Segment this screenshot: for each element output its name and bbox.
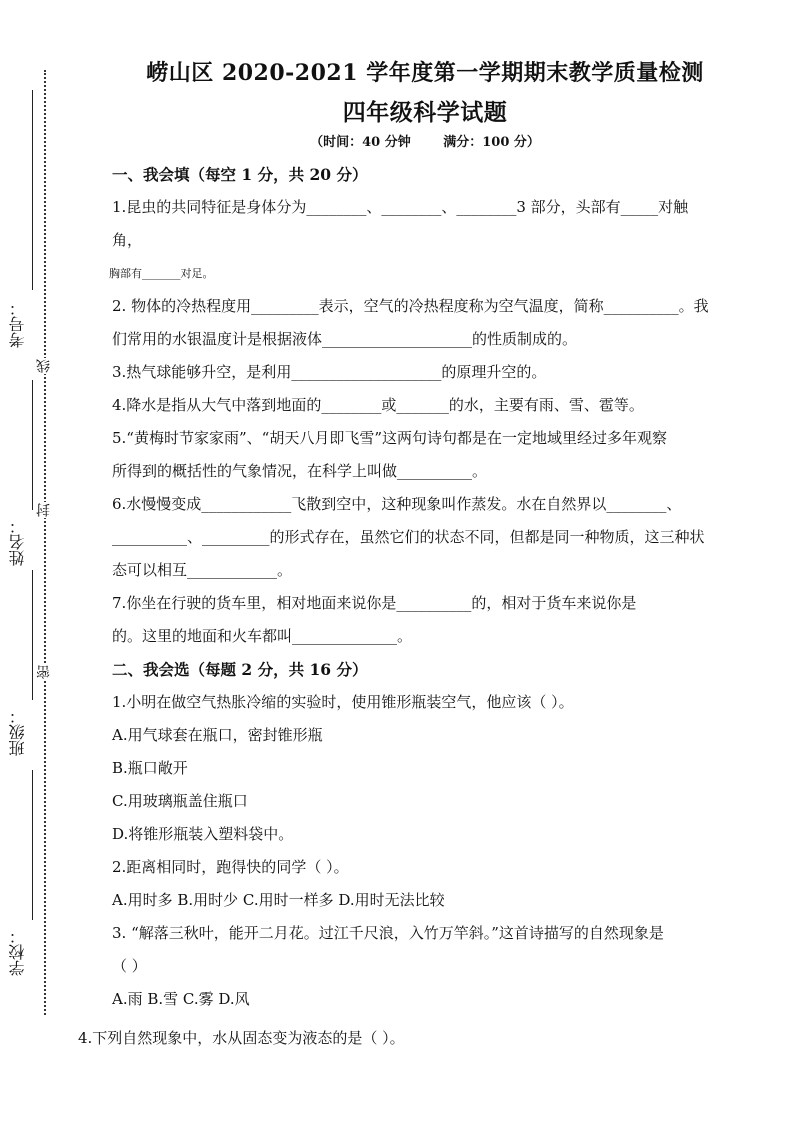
question-line: __________、_________的形式存在，虽然它们的状态不同，但都是同一种物质，这三种状	[112, 528, 705, 546]
option-line: A.用气球套在瓶口，密封锥形瓶	[112, 726, 323, 744]
exam-subtitle: 四年级科学试题	[342, 99, 508, 126]
school-label: 学校：	[8, 928, 27, 976]
seal-mark-secret: 密	[36, 665, 52, 679]
school-field[interactable]	[32, 770, 33, 920]
question-line: 态可以相互____________。	[112, 561, 293, 579]
class-label: 班级：	[8, 708, 27, 756]
question-line: 2.距离相同时，跑得快的同学（ ）。	[112, 858, 349, 876]
question-line: 胸部有_______对足。	[109, 267, 214, 280]
name-field[interactable]	[32, 380, 33, 510]
option-line: B.瓶口敞开	[112, 759, 188, 777]
question-line: 2. 物体的冷热程度用_________表示，空气的冷热程度称为空气温度，简称__________。我	[112, 297, 709, 315]
question-line: 6.水慢慢变成____________飞散到空中，这种现象叫作蒸发。水在自然界以________、	[112, 495, 682, 513]
time-limit: （时间：40 分钟	[310, 135, 411, 150]
question-line: 所得到的概括性的气象情况，在科学上叫做__________。	[112, 462, 488, 480]
option-line: D.将锥形瓶装入塑料袋中。	[112, 825, 294, 843]
binding-margin	[0, 0, 60, 1123]
exam-content	[109, 158, 742, 1016]
dotted-cut-line	[44, 70, 46, 1015]
option-line: A.雨 B.雪 C.雾 D.风	[112, 990, 250, 1008]
question-line: 4.下列自然现象中，水从固态变为液态的是（ ）。	[78, 1029, 405, 1047]
seal-mark-seal: 封	[36, 503, 52, 517]
answer-bracket: （ ）	[112, 957, 147, 975]
section1-heading: 一、我会填（每空 1 分，共 20 分）	[112, 165, 368, 184]
option-line: A.用时多 B.用时少 C.用时一样多 D.用时无法比较	[112, 891, 445, 909]
question-line: 的。这里的地面和火车都叫______________。	[112, 627, 413, 645]
exam-number-field[interactable]	[32, 90, 33, 290]
question-line: 3. “解落三秋叶，能开二月花。过江千尺浪，入竹万竿斜。”这首诗描写的自然现象是	[112, 924, 664, 942]
section2-heading: 二、我会选（每题 2 分，共 16 分）	[112, 660, 368, 679]
question-line: 1.小明在做空气热胀冷缩的实验时，使用锥形瓶装空气，他应该（ ）。	[112, 693, 574, 711]
question-line: 1.昆虫的共同特征是身体分为________、________、________3 部分，头部有_____对触	[112, 198, 689, 216]
question-line: 3.热气球能够升空，是利用____________________的原理升空的。	[112, 363, 547, 381]
question-line: 4.降水是指从大气中落到地面的________或_______的水，主要有雨、雪、雹等。	[112, 396, 644, 414]
option-line: C.用玻璃瓶盖住瓶口	[112, 792, 248, 810]
question-line: 5.“黄梅时节家家雨”、“胡天八月即飞雪”这两句诗句都是在一定地域里经过多年观察	[112, 429, 667, 447]
question-line: 们常用的水银温度计是根据液体____________________的性质制成的。	[112, 330, 578, 348]
exam-number-label: 考号：	[8, 300, 27, 348]
class-field[interactable]	[32, 570, 33, 700]
exam-info	[100, 131, 750, 150]
exam-title: 崂山区 2020-2021 学年度第一学期期末教学质量检测	[146, 60, 704, 86]
name-label: 姓名：	[8, 518, 27, 566]
question-line: 7.你坐在行驶的货车里，相对地面来说你是__________的，相对于货车来说你是	[112, 594, 637, 612]
question-line: 角，	[112, 231, 143, 249]
full-score: 满分：100 分）	[443, 135, 540, 150]
seal-mark-line: 线	[36, 359, 52, 373]
